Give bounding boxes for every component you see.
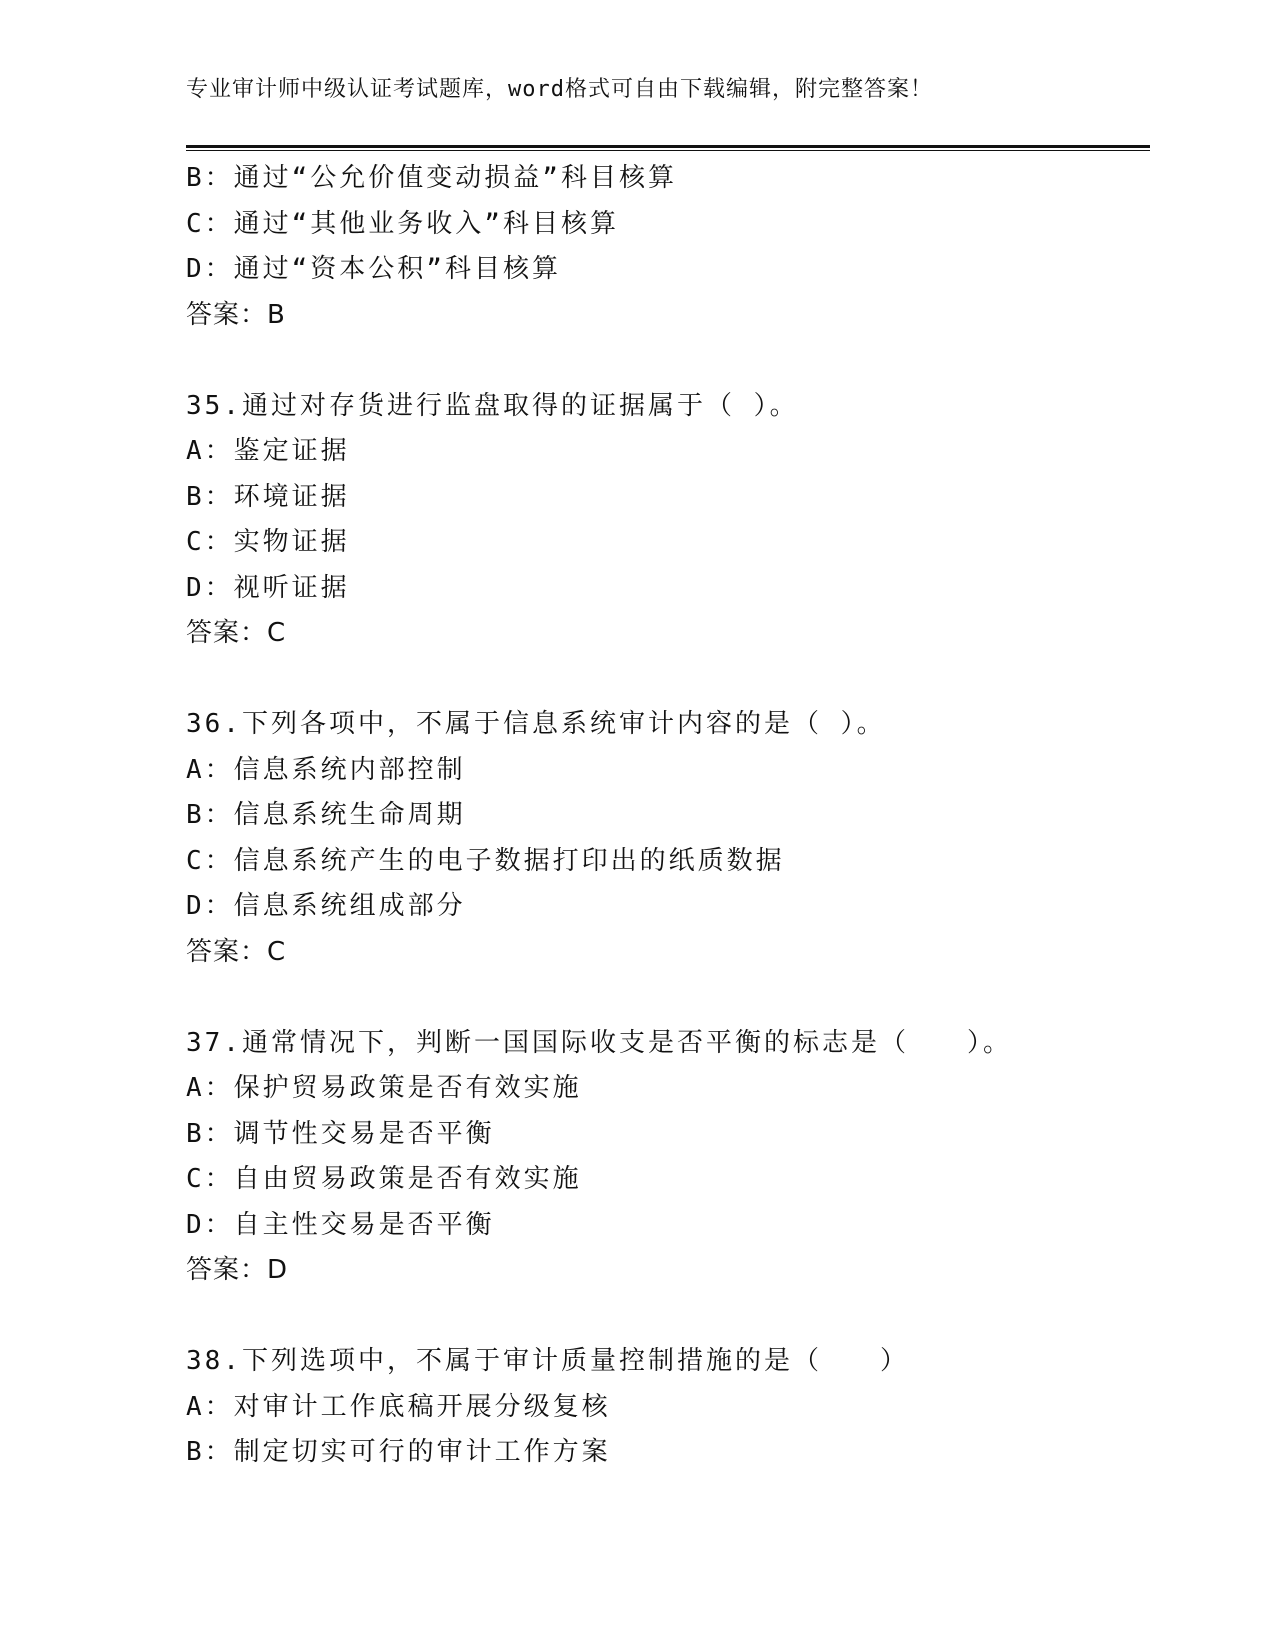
document-body (186, 156, 1150, 1476)
question-stem: 36.下列各项中，不属于信息系统审计内容的是（ ）。 (186, 709, 886, 739)
answer: 答案：C (186, 936, 287, 967)
option-b: B：调节性交易是否平衡 (186, 1118, 495, 1149)
option-b: B：通过“公允价值变动损益”科目核算 (186, 163, 677, 193)
option-a: A：保护贸易政策是否有效实施 (186, 1073, 582, 1103)
option-a: A：鉴定证据 (186, 436, 350, 466)
question-block-35 (186, 384, 1150, 657)
option-c: C：信息系统产生的电子数据打印出的纸质数据 (186, 845, 785, 876)
question-stem: 38.下列选项中，不属于审计质量控制措施的是（ ） (186, 1346, 909, 1376)
option-b: B：制定切实可行的审计工作方案 (186, 1437, 611, 1467)
option-b: B：信息系统生命周期 (186, 800, 466, 830)
answer: 答案：D (186, 1255, 289, 1285)
question-block-37 (186, 1021, 1150, 1294)
option-c: C：自由贸易政策是否有效实施 (186, 1164, 582, 1194)
option-c: C：通过“其他业务收入”科目核算 (186, 208, 619, 239)
question-block-38 (186, 1339, 1150, 1476)
answer: 答案：C (186, 618, 287, 648)
option-d: D：通过“资本公积”科目核算 (186, 254, 561, 284)
question-stem: 37.通常情况下，判断一国国际收支是否平衡的标志是（ ）。 (186, 1027, 1012, 1058)
option-c: C：实物证据 (186, 527, 350, 557)
header-divider (186, 145, 1150, 151)
question-block-34-continued (186, 156, 1150, 338)
option-d: D：自主性交易是否平衡 (186, 1209, 495, 1240)
question-block-36 (186, 702, 1150, 975)
page-header: 专业审计师中级认证考试题库，word格式可自由下载编辑，附完整答案！ (186, 77, 933, 102)
option-a: A：对审计工作底稿开展分级复核 (186, 1391, 611, 1422)
answer: 答案：B (186, 299, 286, 330)
option-b: B：环境证据 (186, 481, 350, 512)
option-a: A：信息系统内部控制 (186, 754, 466, 785)
option-d: D：信息系统组成部分 (186, 891, 466, 921)
option-d: D：视听证据 (186, 572, 350, 603)
question-stem: 35.通过对存货进行监盘取得的证据属于（ ）。 (186, 390, 799, 421)
